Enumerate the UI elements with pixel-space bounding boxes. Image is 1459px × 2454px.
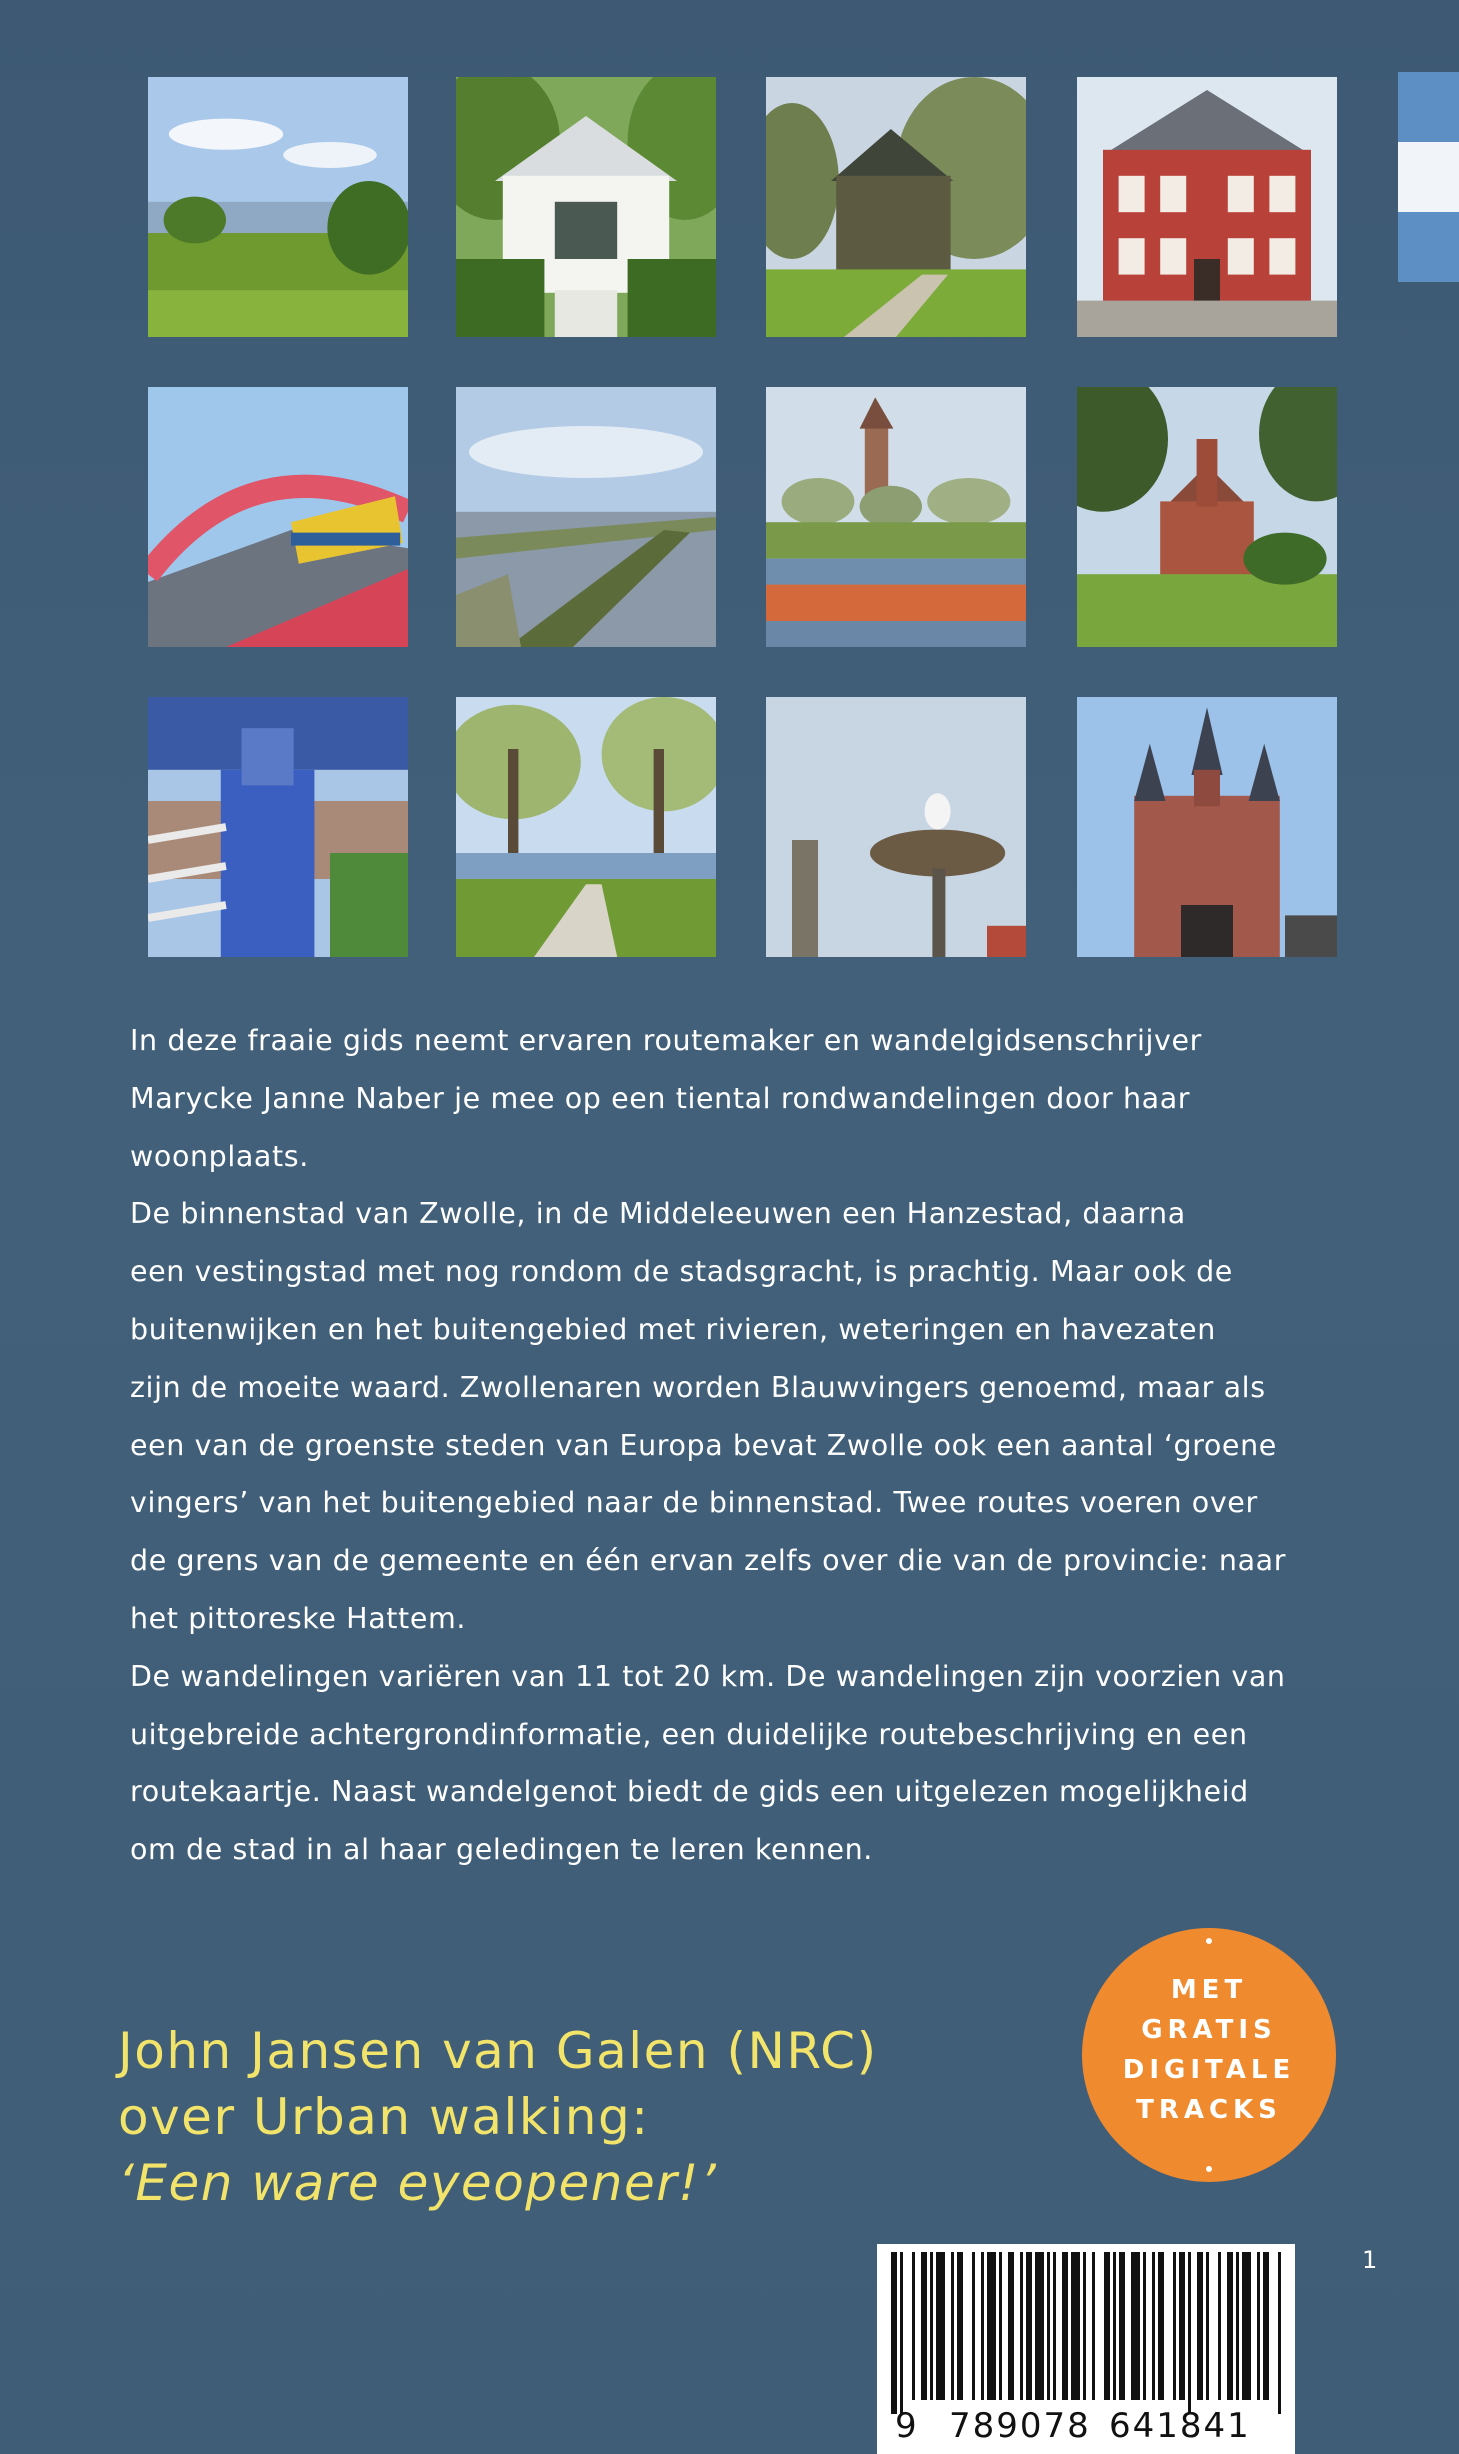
badge-dot bbox=[1206, 1938, 1212, 1944]
edge-color-stripe bbox=[1398, 72, 1459, 282]
review-quote bbox=[118, 2018, 878, 2216]
barcode-bar bbox=[1119, 2252, 1125, 2400]
badge-dot bbox=[1206, 2166, 1212, 2172]
badge-line: GRATIS bbox=[1141, 2015, 1277, 2045]
tree-lined-path-photo bbox=[456, 697, 716, 957]
paragraph-2 bbox=[130, 1185, 1350, 1647]
text-line: de grens van de gemeente en één ervan zelfs over die van de provincie: naar bbox=[130, 1544, 1287, 1578]
text-line: De wandelingen variëren van 11 tot 20 km. De wandelingen zijn voorzien van bbox=[130, 1659, 1286, 1693]
barcode-bar bbox=[972, 2252, 975, 2400]
badge-line: TRACKS bbox=[1136, 2095, 1282, 2125]
description-text bbox=[130, 1012, 1350, 1879]
barcode-bar bbox=[1131, 2252, 1140, 2400]
text-line: De binnenstad van Zwolle, in de Middeleeuwen een Hanzestad, daarna bbox=[130, 1197, 1186, 1231]
barcode-bar bbox=[1152, 2252, 1155, 2400]
quote-text: ‘Een ware eyeopener!’ bbox=[118, 2154, 718, 2212]
barcode-bar bbox=[999, 2252, 1002, 2400]
white-house-photo bbox=[456, 77, 716, 337]
text-line: een vestingstad met nog rondom de stadsgracht, is prachtig. Maar ook de bbox=[130, 1255, 1233, 1289]
paragraph-1 bbox=[130, 1012, 1350, 1185]
barcode-bar bbox=[1083, 2252, 1086, 2400]
barcode-bar bbox=[1071, 2252, 1080, 2400]
barcode-bar bbox=[1062, 2252, 1068, 2400]
isbn-barcode bbox=[877, 2244, 1295, 2454]
barcode-bar bbox=[1173, 2252, 1176, 2400]
barcode-bar bbox=[1218, 2252, 1221, 2400]
barcode-bar bbox=[1158, 2252, 1164, 2400]
text-line: routekaartje. Naast wandelgenot biedt de gids een uitgelezen mogelijkheid bbox=[130, 1775, 1249, 1809]
barcode-bar bbox=[1026, 2252, 1032, 2400]
barcode-bar bbox=[1227, 2252, 1233, 2400]
barcode-bar bbox=[1263, 2252, 1269, 2400]
barcode-bar bbox=[1143, 2252, 1146, 2400]
barcode-bar bbox=[1236, 2252, 1239, 2400]
barcode-bars bbox=[877, 2244, 1295, 2414]
barcode-right-group: 641841 bbox=[1109, 2406, 1251, 2446]
text-line: zijn de moeite waard. Zwollenaren worden Blauwvingers genoemd, maar als bbox=[130, 1370, 1266, 1404]
barcode-bar bbox=[1092, 2252, 1095, 2400]
text-line: Marycke Janne Naber je mee op een tiental rondwandelingen door haar bbox=[130, 1081, 1191, 1115]
barcode-bar bbox=[921, 2252, 927, 2400]
text-line: buitenwijken en het buitengebied met rivieren, weteringen en havezaten bbox=[130, 1312, 1216, 1346]
barcode-bar bbox=[1188, 2252, 1191, 2414]
river-landscape-photo bbox=[148, 77, 408, 337]
barcode-number bbox=[877, 2406, 1295, 2446]
stork-nest-photo bbox=[766, 697, 1026, 957]
barcode-bar bbox=[930, 2252, 933, 2400]
city-gate-photo bbox=[1077, 697, 1337, 957]
barcode-bar bbox=[1047, 2252, 1050, 2400]
barcode-bar bbox=[1179, 2252, 1185, 2400]
text-line: vingers’ van het buitengebied naar de binnenstad. Twee routes voeren over bbox=[130, 1486, 1258, 1520]
barcode-bar bbox=[1197, 2252, 1203, 2400]
text-line: woonplaats. bbox=[130, 1139, 309, 1173]
barcode-bar bbox=[951, 2252, 954, 2400]
barcode-first-digit: 9 bbox=[895, 2406, 917, 2446]
graffiti-bridge-photo bbox=[148, 697, 408, 957]
barcode-left-group: 789078 bbox=[949, 2406, 1091, 2446]
barcode-bar bbox=[1008, 2252, 1014, 2400]
barcode-bar bbox=[1278, 2252, 1281, 2414]
digital-tracks-badge bbox=[1082, 1928, 1336, 2182]
barcode-side-digit: 1 bbox=[1362, 2246, 1378, 2274]
barcode-bar bbox=[900, 2252, 903, 2414]
wetland-dike-photo bbox=[456, 387, 716, 647]
badge-line: DIGITALE bbox=[1122, 2055, 1296, 2085]
text-line: om de stad in al haar geledingen te leren kennen. bbox=[130, 1833, 873, 1867]
text-line: uitgebreide achtergrondinformatie, een duidelijke routebeschrijving en een bbox=[130, 1717, 1248, 1751]
barcode-bar bbox=[987, 2252, 996, 2400]
barcode-bar bbox=[1020, 2252, 1023, 2400]
text-line: het pittoreske Hattem. bbox=[130, 1601, 466, 1635]
badge-line: MET bbox=[1170, 1975, 1248, 2005]
church-square-photo bbox=[1077, 387, 1337, 647]
barcode-bar bbox=[936, 2252, 945, 2400]
red-bridge-train-photo bbox=[148, 387, 408, 647]
barcode-bar bbox=[957, 2252, 963, 2400]
barcode-bar bbox=[1242, 2252, 1251, 2400]
barcode-bar bbox=[1113, 2252, 1116, 2400]
barcode-bar bbox=[1035, 2252, 1044, 2400]
town-hall-photo bbox=[1077, 77, 1337, 337]
manor-house-photo bbox=[766, 77, 1026, 337]
church-willows-photo bbox=[766, 387, 1026, 647]
barcode-bar bbox=[1053, 2252, 1056, 2400]
barcode-bar bbox=[891, 2252, 897, 2414]
barcode-bar bbox=[912, 2252, 915, 2400]
paragraph-3 bbox=[130, 1648, 1350, 1879]
quote-context: over Urban walking: bbox=[118, 2088, 650, 2146]
barcode-bar bbox=[981, 2252, 984, 2400]
barcode-bar bbox=[1104, 2252, 1110, 2400]
text-line: een van de groenste steden van Europa bevat Zwolle ook een aantal ‘groene bbox=[130, 1428, 1277, 1462]
quote-author: John Jansen van Galen (NRC) bbox=[118, 2022, 878, 2080]
text-line: In deze fraaie gids neemt ervaren routemaker en wandelgidsenschrijver bbox=[130, 1024, 1202, 1057]
barcode-bar bbox=[1206, 2252, 1209, 2400]
barcode-bar bbox=[1257, 2252, 1260, 2400]
